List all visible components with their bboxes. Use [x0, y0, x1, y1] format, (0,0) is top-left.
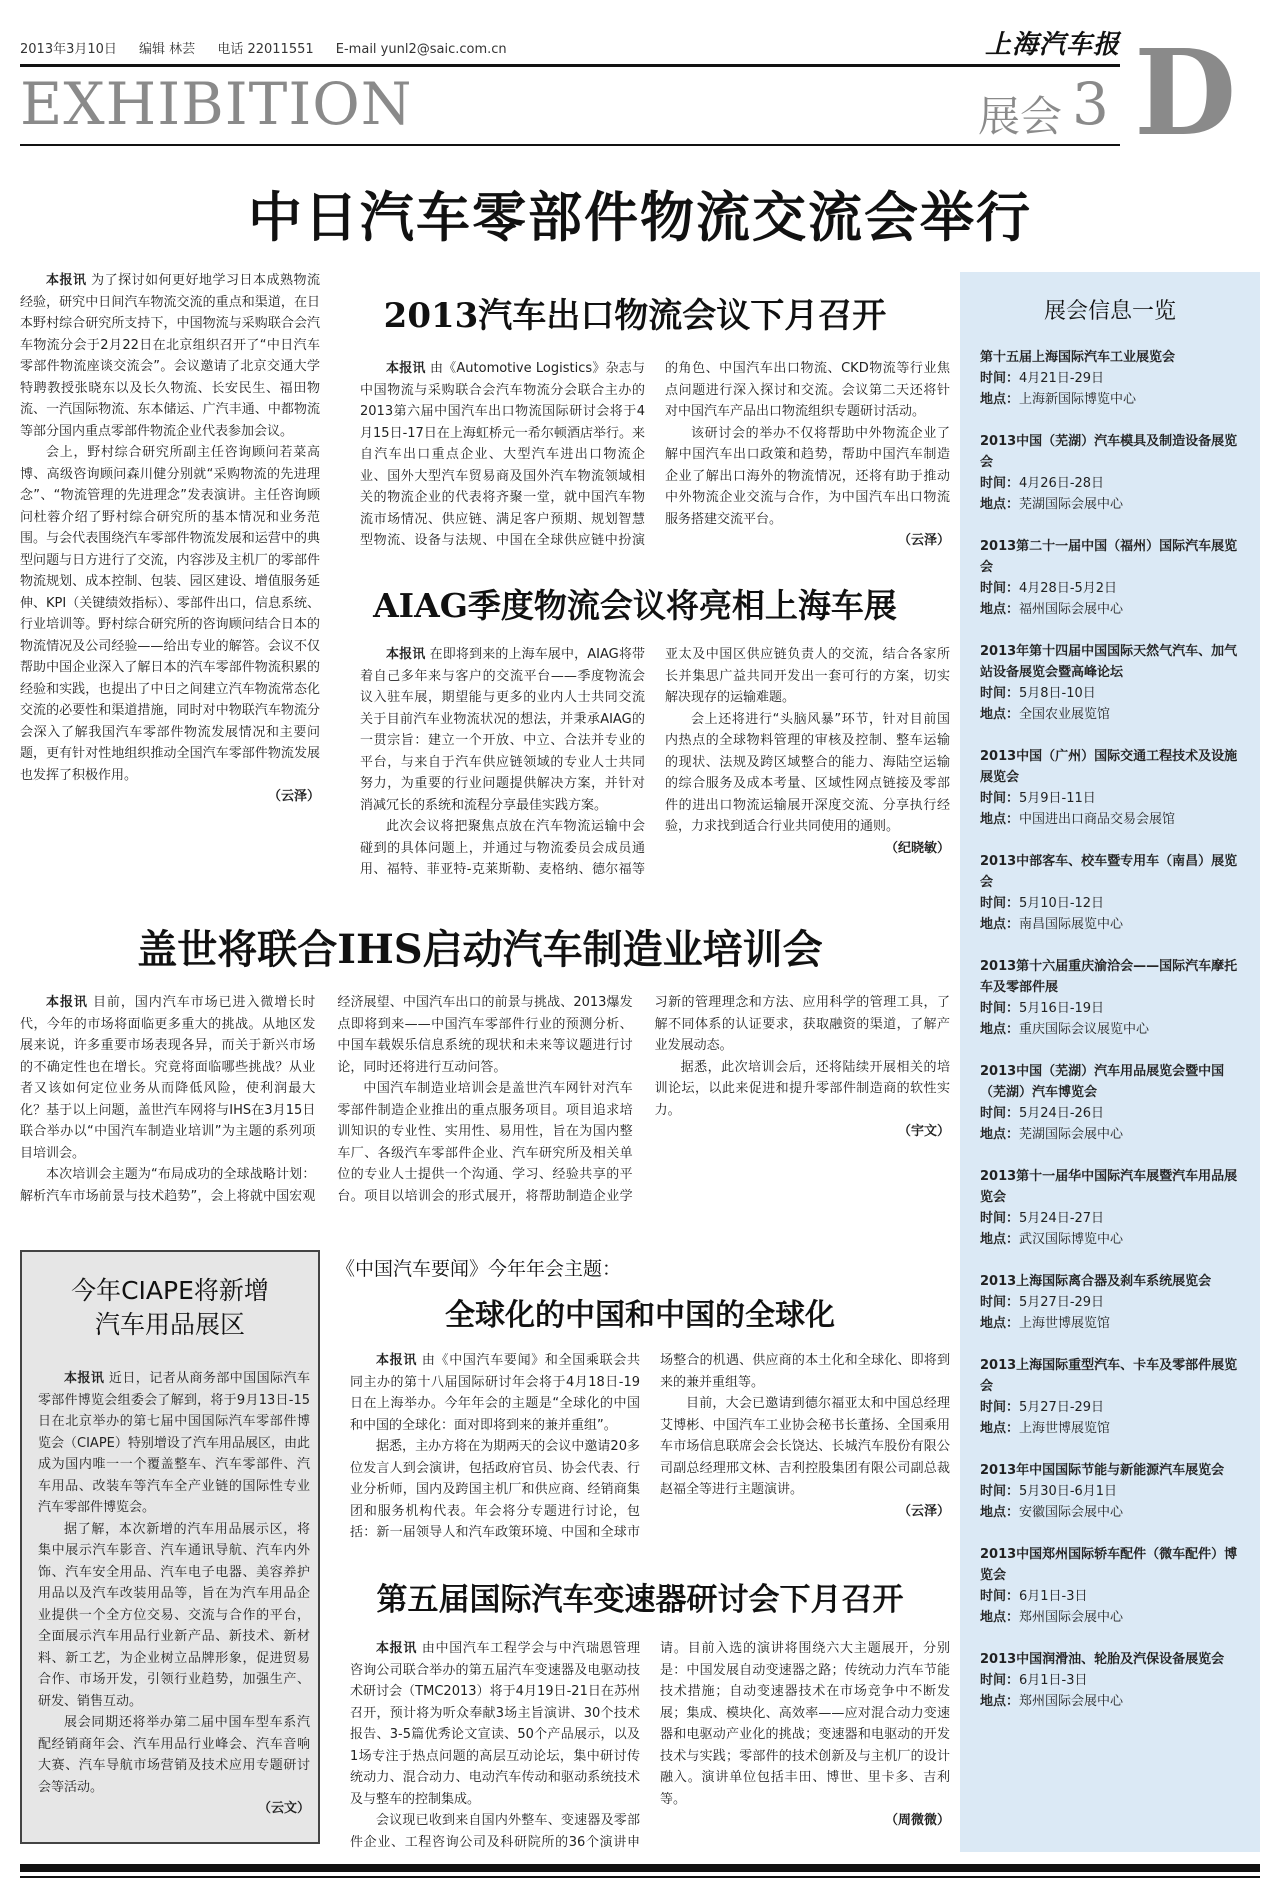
article-gasgoo-ihs	[20, 992, 950, 1207]
expo-time	[980, 1586, 1240, 1607]
main-headline: 中日汽车零部件物流交流会举行	[248, 186, 1032, 249]
time-value: 4月26日-28日	[1019, 476, 1105, 491]
expo-place	[980, 1418, 1240, 1439]
time-label: 时间：	[980, 791, 1020, 806]
article-paragraph	[20, 270, 320, 442]
title-line: 今年CIAPE将新增	[71, 1276, 269, 1305]
place-value: 郑州国际会展中心	[1019, 1694, 1124, 1709]
expo-list	[980, 347, 1240, 1712]
byline: （云泽）	[267, 789, 320, 804]
expo-place	[980, 914, 1240, 935]
section-title-en: EXHIBITION	[20, 70, 413, 138]
place-label: 地点：	[980, 1610, 1020, 1625]
expo-time	[980, 1103, 1240, 1124]
time-label: 时间：	[980, 1589, 1020, 1604]
time-value: 4月28日-5月2日	[1019, 581, 1118, 596]
place-value: 武汉国际博览中心	[1019, 1232, 1124, 1247]
expo-item	[980, 1166, 1240, 1250]
expo-place	[980, 389, 1240, 410]
place-label: 地点：	[980, 1505, 1020, 1520]
expo-place	[980, 1229, 1240, 1250]
expo-place	[980, 1019, 1240, 1040]
title-line: 汽车用品展区	[94, 1310, 245, 1339]
expo-place	[980, 704, 1240, 725]
article-paragraph: 展会同期还将举办第二届中国车型车系汽配经销商年会、汽车用品行业峰会、汽车音响大赛、汽车导航市场营销及技术应用专题研讨会等活动。	[38, 1715, 310, 1795]
expo-item	[980, 1649, 1240, 1712]
expo-place	[980, 1691, 1240, 1712]
paragraph-text: 目前，国内汽车市场已进入微增长时代，今年的市场将面临更多重大的挑战。从地区发展来说，许多重要市场表现各异，而关于新兴市场的不确定性也在增长。究竟将面临哪些挑战？从业者又该如何定位业务从而降低风险，使利润最大化？基于以上问题，盖世汽车网将与IHS在3月15日联合举办以“中国汽车制造业培训”为主题的系列项目培训会。	[20, 995, 316, 1161]
time-label: 时间：	[980, 1673, 1020, 1688]
article-china-japan	[20, 270, 320, 808]
article-title: 全球化的中国和中国的全球化	[445, 1298, 835, 1333]
article-transmission	[350, 1638, 950, 1853]
section-letter: D	[1134, 23, 1237, 162]
place-label: 地点：	[980, 392, 1020, 407]
article-paragraph: 该研讨会的举办不仅将帮助中外物流企业了解中国汽车出口政策和趋势，帮助中国汽车制造企业了解出口海外的物流情况，还将有助于推动中外物流企业交流与合作，为中国汽车出口物流服务搭建交流平台。	[665, 425, 950, 527]
expo-item	[980, 641, 1240, 725]
time-value: 5月24日-26日	[1019, 1106, 1105, 1121]
article-paragraph	[350, 1350, 640, 1436]
time-value: 5月10日-12日	[1019, 896, 1105, 911]
time-label: 时间：	[980, 1400, 1020, 1415]
time-value: 5月16日-19日	[1019, 1001, 1105, 1016]
paragraph-text: 由《中国汽车要闻》和全国乘联会共同主办的第十八届国际研讨年会将于4月18日-19日在上海举办。今年年会的主题是“全球化的中国和中国的全球化：面对即将到来的兼并重组”。	[350, 1353, 640, 1433]
expo-name: 2013年中国国际节能与新能源汽车展览会	[980, 1463, 1225, 1478]
footer-subrule	[20, 1876, 1260, 1878]
article-paragraph	[20, 992, 315, 1164]
article-paragraph: 据悉，主办方将在为期两天的会议中邀请20多位发言人到会演讲，包括政府官员、协会代表、行业分析师，国内及跨国主机厂和供应商、经销商集团和服务机构代表。年会将分专题进行讨论，包括：新一届领导人和汽车政策环境、中国和全球市场整合的机遇、供应商的本土化和全球化、即将到来的兼并重组等。	[350, 1353, 950, 1540]
place-value: 上海新国际博览中心	[1019, 392, 1137, 407]
time-label: 时间：	[980, 686, 1020, 701]
article-lead: 本报讯	[376, 1353, 418, 1368]
expo-item	[980, 536, 1240, 620]
article-lead: 本报讯	[64, 1371, 105, 1386]
expo-time	[980, 893, 1240, 914]
sidebar-title: 展会信息一览	[1043, 299, 1176, 324]
place-value: 南昌国际展览中心	[1019, 917, 1124, 932]
expo-time	[980, 473, 1240, 494]
time-label: 时间：	[980, 1211, 1020, 1226]
place-value: 上海世博展览馆	[1019, 1421, 1111, 1436]
header-rule	[20, 64, 1120, 67]
article-lead: 本报讯	[386, 647, 426, 662]
expo-name: 2013中国润滑油、轮胎及汽保设备展览会	[980, 1652, 1225, 1667]
expo-time	[980, 1292, 1240, 1313]
place-label: 地点：	[980, 1694, 1020, 1709]
article-export-logistics	[360, 358, 950, 552]
article-paragraph: 会上还将进行“头脑风暴”环节，针对目前国内热点的全球物料管理的审核及控制、整车运输的现状、法规及跨区域整合的能力、海陆空运输的综合服务及成本考量、区域性网点链接及零部件的进出口物流运输展开深度交流、分享执行经验，力求找到适合行业共同使用的通则。	[665, 711, 950, 834]
expo-item	[980, 1544, 1240, 1628]
exhibition-sidebar	[960, 272, 1260, 1852]
article-title	[22, 1274, 318, 1342]
place-label: 地点：	[980, 917, 1020, 932]
header-meta	[20, 38, 525, 57]
byline: （云泽）	[897, 1503, 950, 1519]
time-value: 6月1日-3日	[1019, 1589, 1088, 1604]
expo-time	[980, 683, 1240, 704]
section-title-cn: 展会	[978, 92, 1063, 141]
expo-time	[980, 1397, 1240, 1418]
place-value: 重庆国际会议展览中心	[1019, 1022, 1150, 1037]
article-paragraph: 据悉，此次培训会后，还将陆续开展相关的培训论坛，以此来促进和提升零部件制造商的软性实力。	[654, 1059, 950, 1118]
article-ciape	[38, 1368, 310, 1820]
paragraph-text: 由中国汽车工程学会与中汽瑞恩管理咨询公司联合举办的第五届汽车变速器及电驱动技术研讨会（TMC2013）将于4月19日-21日在苏州召开，预计将为听众奉献3场主旨演讲、30个技术报告、3-5篇优秀论文宣读、50个产品展示，以及1场专注于热点问题的高层互动论坛，集中研讨传统动力、混合动力、电动汽车传动和驱动系统技术及与整车的控制集成。	[350, 1641, 640, 1807]
article-paragraph: 本次培训会主题为“布局成功的全球战略计划：解析汽车市场前景与技术趋势”，会上将就中国宏观经济展望、中国汽车出口的前景与挑战、2013爆发点即将到来——中国汽车零部件行业的预测分析、中国车载娱乐信息系统的现状和未来等议题进行讨论，同时还将进行互动问答。	[20, 995, 633, 1204]
place-label: 地点：	[980, 1316, 1020, 1331]
article-paragraph: 会议现已收到来自国内外整车、变速器及零部件企业、工程咨询公司及科研院所的36个演讲申请。目前入选的演讲将围绕六大主题展开，分别是：中国发展自动变速器之路；传统动力汽车节能技术措施；自动变速器技术在市场竞争中不断发展；集成、模块化、高效率——应对混合动力变速器和电驱动产业化的挑战；变速器和电驱动的开发技术与实践；零部件的技术创新及与主机厂的设计融入。演讲单位包括丰田、博世、里卡多、吉利等。	[350, 1641, 950, 1850]
expo-name: 2013中部客车、校车暨专用车（南昌）展览会	[980, 854, 1238, 890]
expo-item	[980, 1271, 1240, 1334]
editor: 编辑 林芸	[139, 42, 196, 57]
time-label: 时间：	[980, 1484, 1020, 1499]
expo-name: 2013中国（芜湖）汽车模具及制造设备展览会	[980, 434, 1238, 470]
article-paragraph	[350, 1638, 640, 1810]
expo-name: 2013第二十一届中国（福州）国际汽车展览会	[980, 539, 1238, 575]
article-paragraph: 中国汽车制造业培训会是盖世汽车网针对汽车零部件制造企业推出的重点服务项目。项目追求培训知识的专业性、实用性、易用性，旨在为国内整车厂、各级汽车零部件企业、汽车研究所及相关单位的专业人士提供一个沟通、学习、经验共享的平台。项目以培训会的形式展开，将帮助制造企业学习新的管理理念和方法、应用科学的管理工具，了解不同体系的认证要求，获取融资的渠道，了解产业发展动态。	[337, 995, 950, 1204]
expo-place	[980, 1607, 1240, 1628]
time-value: 5月9日-11日	[1019, 791, 1096, 806]
place-value: 安徽国际会展中心	[1019, 1505, 1124, 1520]
article-title: 第五届国际汽车变速器研讨会下月召开	[376, 1582, 904, 1618]
expo-time	[980, 788, 1240, 809]
article-paragraph	[38, 1368, 310, 1519]
place-label: 地点：	[980, 1421, 1020, 1436]
article-lead: 本报讯	[46, 273, 87, 288]
article-kicker: 《中国汽车要闻》今年年会主题：	[336, 1258, 622, 1280]
article-paragraph: 目前，大会已邀请到德尔福亚太和中国总经理艾博彬、中国汽车工业协会秘书长董扬、全国乘用车市场信息联席会会长饶达、长城汽车股份有限公司副总经理邢文林、吉利控股集团有限公司副总裁赵福全等进行主题演讲。	[660, 1396, 950, 1497]
article-paragraph: 此次会议将把聚焦点放在汽车物流运输中会碰到的具体问题上，并通过与物流委员会成员通用、福特、菲亚特-克莱斯勒、麦格纳、德尔福等亚太及中国区供应链负责人的交流，结合各家所长并集思广益共同开发出一套可行的方案，切实解决现存的运输难题。	[360, 647, 950, 877]
place-label: 地点：	[980, 1022, 1020, 1037]
expo-name: 2013中国郑州国际轿车配件（微车配件）博览会	[980, 1547, 1238, 1583]
time-label: 时间：	[980, 581, 1020, 596]
header-underline	[20, 144, 1120, 146]
time-label: 时间：	[980, 476, 1020, 491]
place-value: 上海世博展览馆	[1019, 1316, 1111, 1331]
expo-item	[980, 851, 1240, 935]
time-value: 5月24日-27日	[1019, 1211, 1105, 1226]
expo-place	[980, 599, 1240, 620]
place-value: 全国农业展览馆	[1019, 707, 1111, 722]
expo-item	[980, 956, 1240, 1040]
expo-place	[980, 1313, 1240, 1334]
expo-item	[980, 1355, 1240, 1439]
article-auto-news	[350, 1350, 950, 1544]
time-value: 5月27日-29日	[1019, 1400, 1105, 1415]
section-number: 3	[1072, 70, 1109, 138]
byline: （周微微）	[884, 1813, 950, 1828]
time-label: 时间：	[980, 1001, 1020, 1016]
article-lead: 本报讯	[386, 361, 426, 376]
article-aiag	[360, 644, 950, 881]
time-value: 4月21日-29日	[1019, 371, 1105, 386]
time-value: 5月30日-6月1日	[1019, 1484, 1118, 1499]
article-title: AIAG季度物流会议将亮相上海车展	[373, 586, 897, 625]
article-lead: 本报讯	[46, 995, 88, 1010]
expo-time	[980, 1481, 1240, 1502]
paragraph-text: 近日，记者从商务部中国国际汽车零部件博览会组委会了解到，将于9月13日-15日在北京举办的第七届中国国际汽车零部件博览会（CIAPE）特别增设了汽车用品展区，由此成为国内唯一一个覆盖整车、汽车零部件、汽车用品、改装车等汽车全产业链的国际性专业汽车零部件博览会。	[38, 1371, 310, 1515]
article-paragraph	[360, 644, 645, 816]
time-label: 时间：	[980, 1106, 1020, 1121]
masthead-logo: 上海汽车报	[985, 30, 1121, 60]
expo-name: 2013第十一届华中国际汽车展暨汽车用品展览会	[980, 1169, 1238, 1205]
place-value: 郑州国际会展中心	[1019, 1610, 1124, 1625]
byline: （纪晓敏）	[884, 840, 950, 856]
byline: （宇文）	[897, 1124, 950, 1139]
place-label: 地点：	[980, 1232, 1020, 1247]
paragraph-text: 为了探讨如何更好地学习日本成熟物流经验，研究中日间汽车物流交流的重点和渠道，在日本野村综合研究所支持下，中国物流与采购联合会汽车物流分会于2月22日在北京组织召开了“中日汽车零部件物流座谈交流会”。会议邀请了北京交通大学特聘教授张晓东以及长久物流、长安民生、福田物流、一汽国际物流、东本储运、广汽丰通、中都物流等部分国内重点零部件物流企业代表参加会议。	[20, 273, 320, 439]
place-label: 地点：	[980, 1127, 1020, 1142]
paragraph-text: 在即将到来的上海车展中，AIAG将带着自己多年来与客户的交流平台——季度物流会议入驻车展，期望能与更多的业内人士共同交流关于目前汽车业物流状况的想法，并秉承AIAG的一贯宗旨：建立一个开放、中立、合法并专业的平台，与来自于汽车供应链领域的专业人士共同努力，为重要的行业问题提供解决方案，并针对消减冗长的系统和流程分享最佳实践方案。	[360, 647, 645, 813]
expo-place	[980, 809, 1240, 830]
footer-rule	[20, 1864, 1260, 1872]
expo-item	[980, 431, 1240, 515]
expo-time	[980, 998, 1240, 1019]
place-label: 地点：	[980, 602, 1020, 617]
expo-time	[980, 1208, 1240, 1229]
paragraph-text: 由《Automotive Logistics》杂志与中国物流与采购联合会汽车物流分会联合主办的2013第六届中国汽车出口物流国际研讨会将于4月15日-17日在上海虹桥元一希尔顿酒店举行。来自汽车出口重点企业、大型汽车进出口物流企业、国外大型汽车贸易商及国外汽车物流领域相关的物流企业的代表将齐聚一堂，就中国汽车物流市场情况、供应链、满足客户预期、规划智慧型物流、设备与法规、中国在全球供应链中扮演的角色、中国汽车出口物流、CKD物流等行业焦点问题进行深入探讨和交流。会议第二天还将针对中国汽车产品出口物流组织专题研讨活动。	[360, 361, 950, 548]
time-value: 5月27日-29日	[1019, 1295, 1105, 1310]
time-label: 时间：	[980, 896, 1020, 911]
place-value: 芜湖国际会展中心	[1019, 1127, 1124, 1142]
time-value: 5月8日-10日	[1019, 686, 1096, 701]
article-title: 2013汽车出口物流会议下月召开	[383, 296, 887, 336]
expo-time	[980, 368, 1240, 389]
expo-item	[980, 1460, 1240, 1523]
article-title: 盖世将联合IHS启动汽车制造业培训会	[137, 926, 823, 973]
article-paragraph: 会上，野村综合研究所副主任咨询顾问若菜高博、高级咨询顾问森川健分别就“采购物流的先进理念”、“物流管理的先进理念”发表演讲。主任咨询顾问杜蓉介绍了野村综合研究所的基本情况和业务范围。与会代表围绕汽车零部件物流发展和运营中的典型问题与日方进行了交流，内容涉及主机厂的零部件物流规划、成本控制、包装、园区建设、增值服务延伸、KPI（关键绩效指标）、零部件出口，信息系统、行业培训等。野村综合研究所的咨询顾问结合日本的物流情况及公司经验——给出专业的解答。会议不仅帮助中国企业深入了解日本的汽车零部件物流积累的经验和实践，也提出了中日之间建立汽车物流常态化交流的必要性和渠道措施，同时对中物联汽车物流分会深入了解我国汽车零部件物流发展情况和主要问题，更有针对性地组织推动全国汽车零部件物流发展也发挥了积极作用。	[20, 445, 320, 783]
expo-name: 2013第十六届重庆渝洽会——国际汽车摩托车及零部件展	[980, 959, 1238, 995]
expo-name: 2013中国（芜湖）汽车用品展览会暨中国（芜湖）汽车博览会	[980, 1064, 1225, 1100]
expo-time	[980, 1670, 1240, 1691]
expo-item	[980, 347, 1240, 410]
ciape-box	[20, 1250, 320, 1844]
expo-name: 2013上海国际离合器及刹车系统展览会	[980, 1274, 1212, 1289]
article-lead: 本报讯	[376, 1641, 418, 1656]
place-value: 芜湖国际会展中心	[1019, 497, 1124, 512]
place-label: 地点：	[980, 497, 1020, 512]
expo-place	[980, 1124, 1240, 1145]
time-value: 6月1日-3日	[1019, 1673, 1088, 1688]
time-label: 时间：	[980, 1295, 1020, 1310]
issue-date: 2013年3月10日	[20, 42, 117, 57]
place-label: 地点：	[980, 812, 1020, 827]
byline: （云文）	[257, 1801, 310, 1816]
expo-item	[980, 746, 1240, 830]
byline: （云泽）	[897, 533, 950, 548]
expo-place	[980, 494, 1240, 515]
phone: 电话 22011551	[217, 42, 314, 57]
time-label: 时间：	[980, 371, 1020, 386]
article-paragraph: 据了解，本次新增的汽车用品展示区，将集中展示汽车影音、汽车通讯导航、汽车内外饰、汽车安全用品、汽车电子电器、美容养护用品以及汽车改装用品等，旨在为汽车用品企业提供一个全方位交易、交流与合作的平台，全面展示汽车用品行业新产品、新技术、新材料、新工艺，为企业树立品牌形象，促进贸易合作、市场开发，引领行业趋势，加强生产、研发、销售互动。	[38, 1521, 310, 1709]
place-value: 福州国际会展中心	[1019, 602, 1124, 617]
expo-name: 第十五届上海国际汽车工业展览会	[980, 350, 1176, 365]
expo-name: 2013上海国际重型汽车、卡车及零部件展览会	[980, 1358, 1238, 1394]
expo-place	[980, 1502, 1240, 1523]
place-value: 中国进出口商品交易会展馆	[1019, 812, 1176, 827]
expo-time	[980, 578, 1240, 599]
place-label: 地点：	[980, 707, 1020, 722]
email: E-mail yunl2@saic.com.cn	[335, 42, 507, 57]
expo-item	[980, 1061, 1240, 1145]
expo-name: 2013中国（广州）国际交通工程技术及设施展览会	[980, 749, 1238, 785]
expo-name: 2013年第十四届中国国际天然气汽车、加气站设备展览会暨高峰论坛	[980, 644, 1238, 680]
